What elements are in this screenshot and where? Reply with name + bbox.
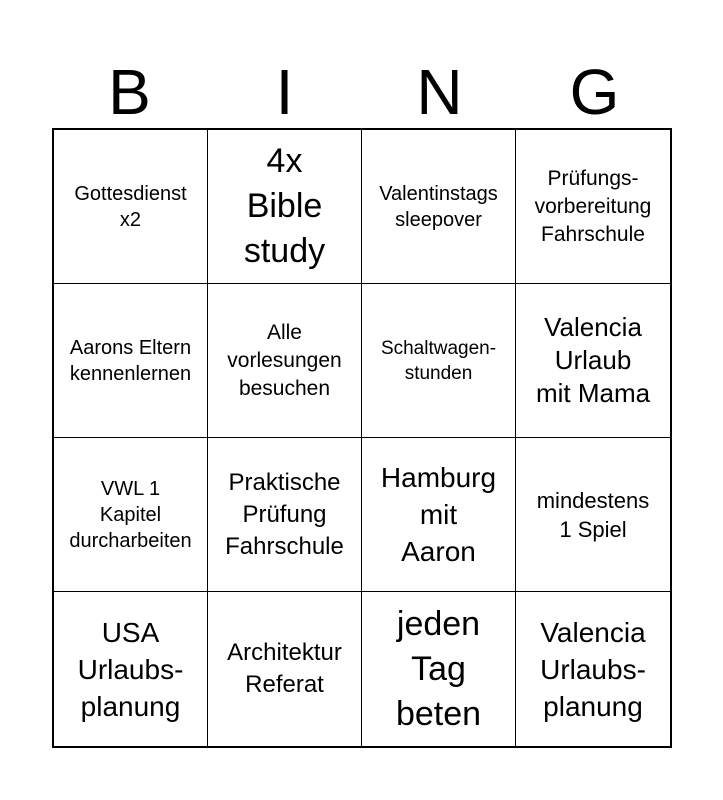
cell-text: VWL 1 Kapitel durcharbeiten <box>69 477 192 552</box>
bingo-cell[interactable] <box>54 284 208 438</box>
cell-text: Aarons Eltern kennenlernen <box>69 336 192 385</box>
bingo-cell[interactable] <box>54 438 208 592</box>
bingo-cell[interactable] <box>208 284 362 438</box>
cell-text: jeden Tag beten <box>395 604 482 733</box>
header-letter-n: N <box>416 56 463 128</box>
cell-text: Gottesdienst x2 <box>74 182 187 231</box>
bingo-cell[interactable] <box>362 592 516 746</box>
cell-text: Praktische Prüfung Fahrschule <box>225 468 344 560</box>
cell-text: Architektur Referat <box>227 639 342 698</box>
bingo-card <box>52 128 672 748</box>
bingo-header <box>52 56 672 128</box>
cell-text: Alle vorlesungen besuchen <box>227 320 342 400</box>
bingo-cell[interactable] <box>54 130 208 284</box>
bingo-cell[interactable] <box>516 438 670 592</box>
cell-text: mindestens 1 Spiel <box>536 487 650 542</box>
bingo-cell[interactable] <box>54 592 208 746</box>
header-letter-b: B <box>108 56 151 128</box>
cell-text: Valencia Urlaubs- planung <box>540 616 646 722</box>
cell-text: Valencia Urlaub mit Mama <box>535 312 651 408</box>
bingo-cell[interactable] <box>208 130 362 284</box>
bingo-cell[interactable] <box>208 592 362 746</box>
cell-text: Valentinstags sleepover <box>379 182 498 231</box>
cell-text: USA Urlaubs- planung <box>77 616 184 722</box>
cell-text: Hamburg mit Aaron <box>380 462 497 567</box>
bingo-cell[interactable] <box>208 438 362 592</box>
bingo-cell[interactable] <box>516 130 670 284</box>
header-letter-i: I <box>275 56 294 128</box>
bingo-cell[interactable] <box>516 284 670 438</box>
bingo-cell[interactable] <box>516 592 670 746</box>
bingo-cell[interactable] <box>362 284 516 438</box>
header-letter-g: G <box>569 56 620 128</box>
cell-text: Prüfungs- vorbereitung Fahrschule <box>534 166 652 246</box>
bingo-cell[interactable] <box>362 130 516 284</box>
cell-text: Schaltwagen- stunden <box>380 337 497 384</box>
bingo-cell[interactable] <box>362 438 516 592</box>
cell-text: 4x Bible study <box>243 142 326 270</box>
